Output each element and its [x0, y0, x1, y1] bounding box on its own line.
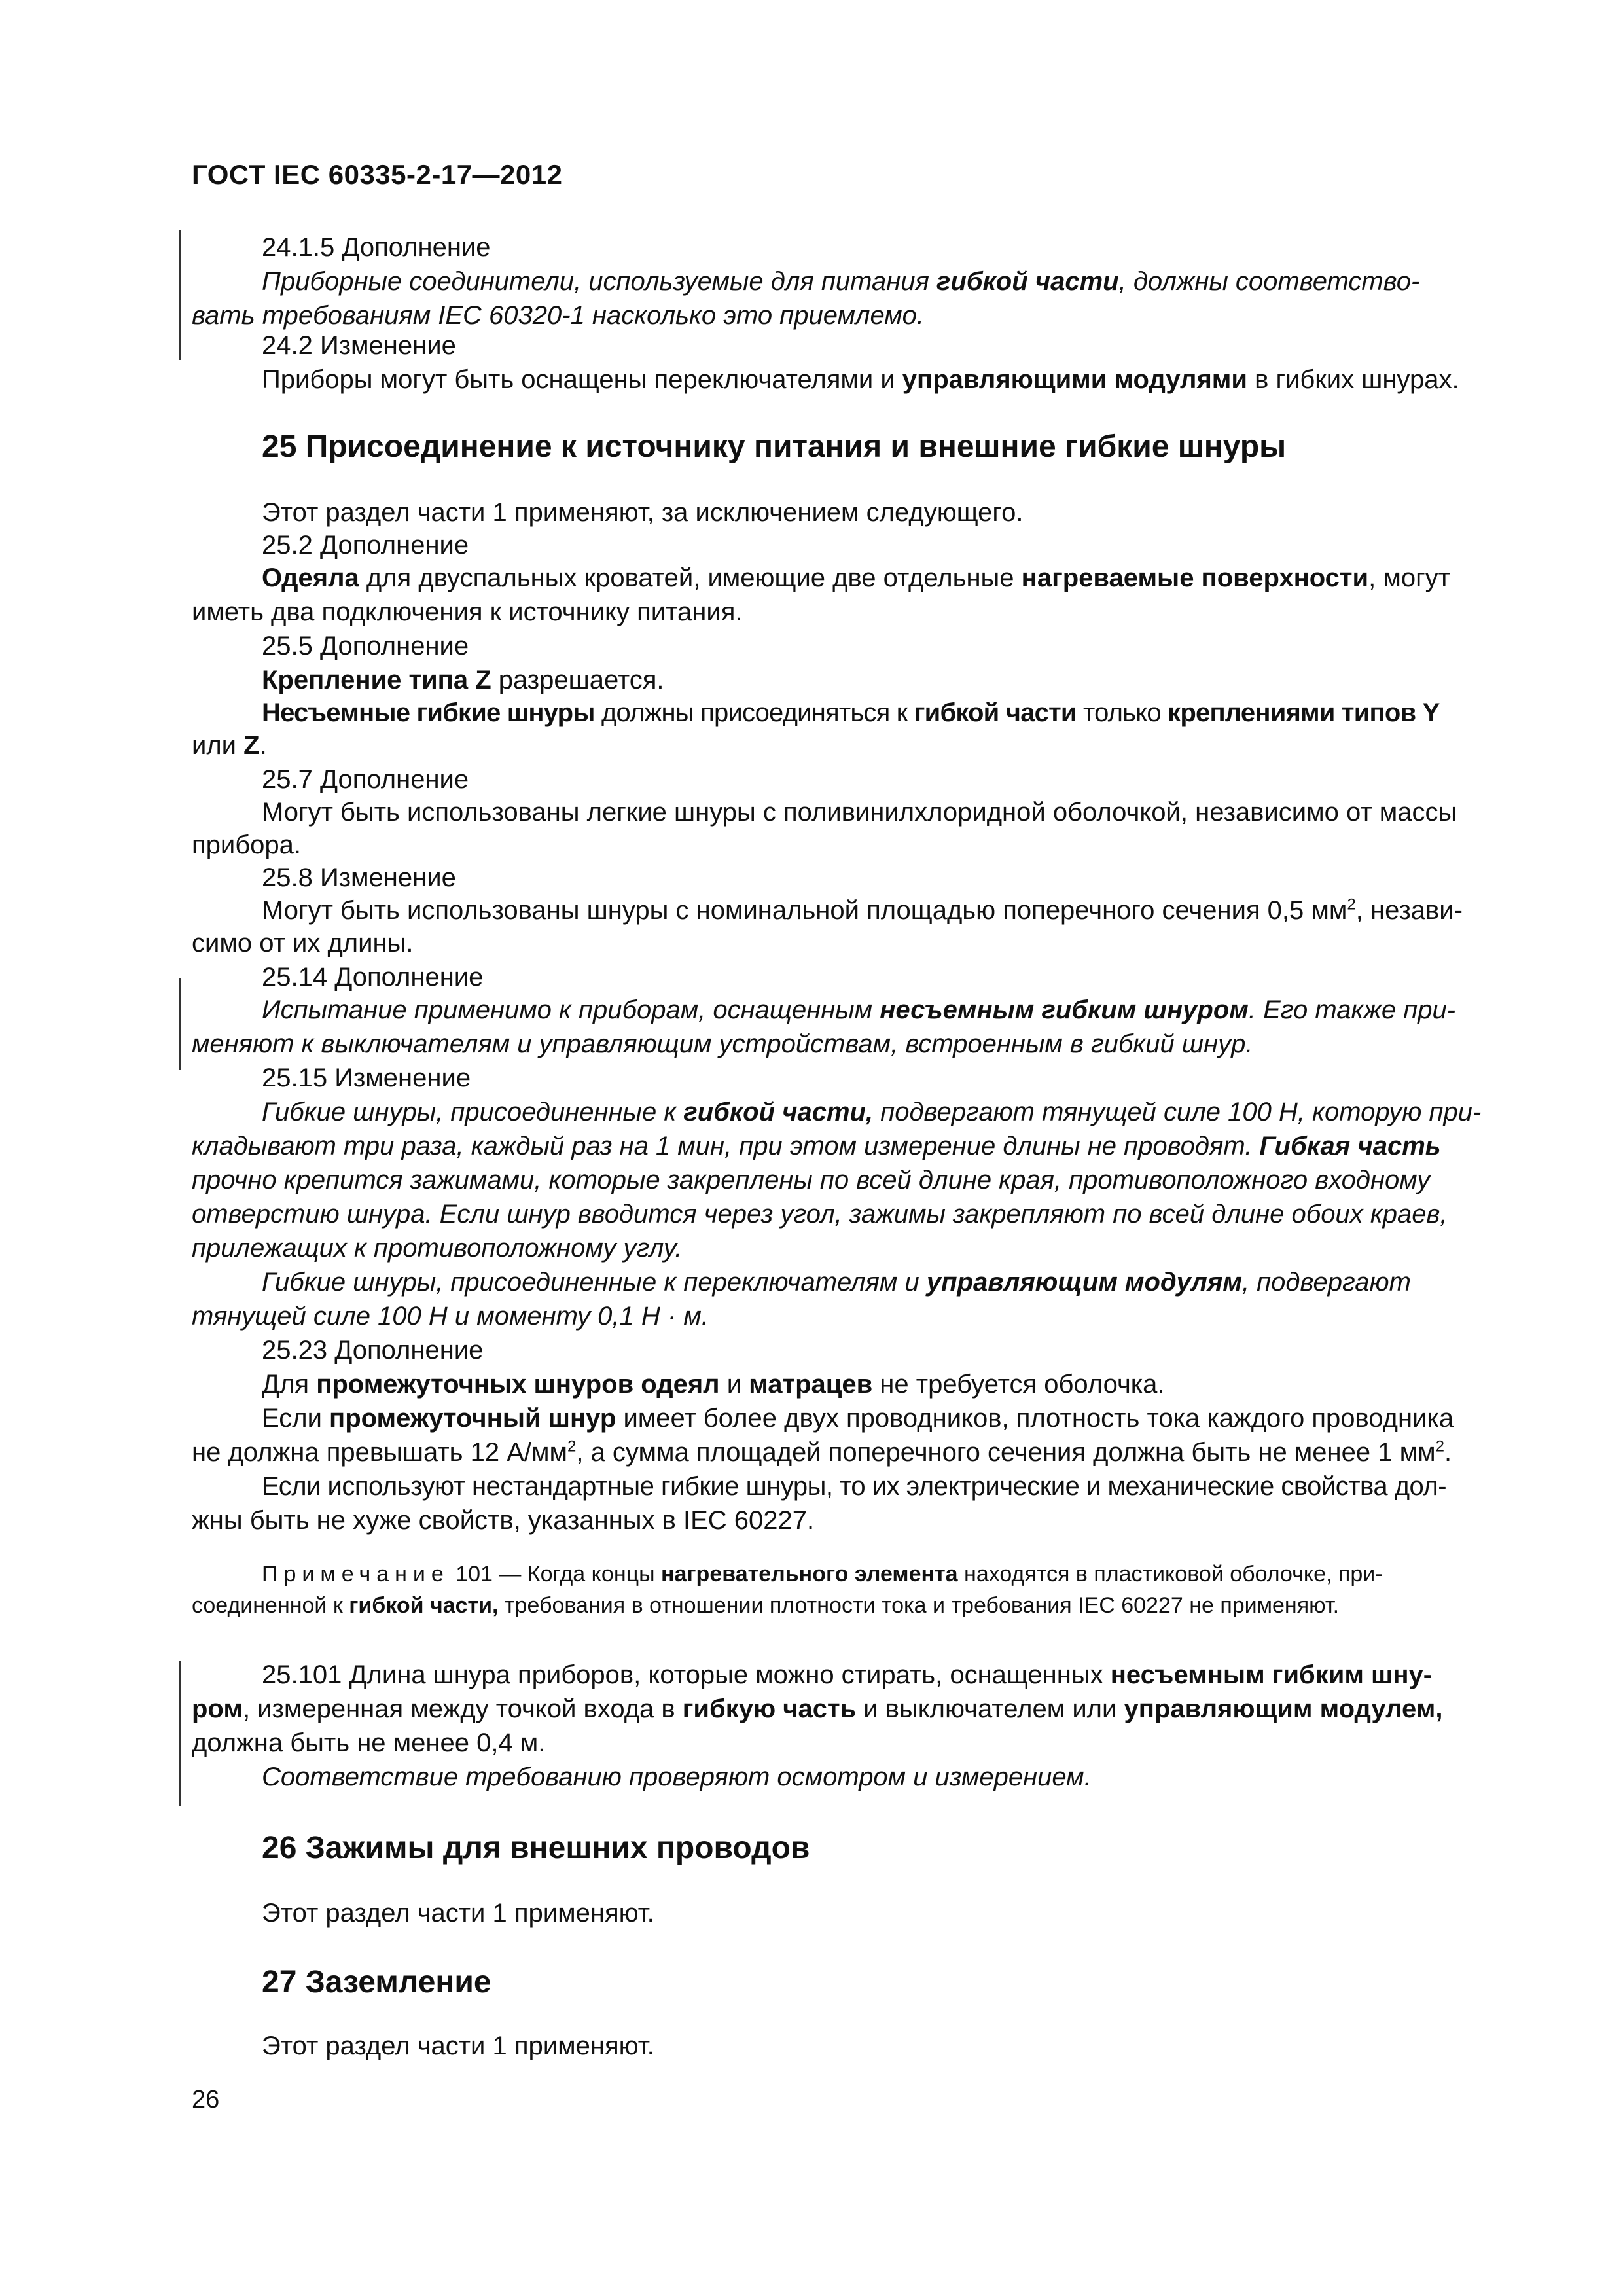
- paragraph-line: Для промежуточных шнуров одеял и матрацев не требуется оболочка.: [262, 1370, 1165, 1399]
- paragraph-line: тянущей силе 100 Н и моменту 0,1 Н · м.: [192, 1302, 709, 1331]
- note-101: Примечание 101 — Когда концы нагревательного элемента находятся в пластиковой оболочке, при-: [262, 1562, 1383, 1587]
- section-25-heading: 25 Присоединение к источнику питания и внешние гибкие шнуры: [262, 429, 1287, 464]
- paragraph-line: меняют к выключателям и управляющим устройствам, встроенным в гибкий шнур.: [192, 1030, 1253, 1058]
- paragraph-line: Приборы могут быть оснащены переключателями и управляющими модулями в гибких шнурах.: [262, 365, 1459, 394]
- text: Гибкие шнуры, присоединенные к переключателям и управляющим модулям, подвергают: [262, 1268, 1411, 1297]
- paragraph-line: должна быть не менее 0,4 м.: [192, 1729, 546, 1757]
- section-27-heading: 27 Заземление: [262, 1965, 491, 2000]
- paragraph-line: кладывают три раза, каждый раз на 1 мин, при этом измерение длины не проводят. Гибкая часть: [192, 1132, 1441, 1160]
- paragraph-line: Этот раздел части 1 применяют.: [262, 1899, 654, 1928]
- section-26-heading: 26 Зажимы для внешних проводов: [262, 1831, 810, 1865]
- document-header: ГОСТ IEC 60335-2-17—2012: [192, 159, 563, 190]
- paragraph-line: Могут быть использованы шнуры с номинальной площадью поперечного сечения 0,5 $мм^2$, незави-: [262, 895, 1463, 925]
- text: Приборные соединители, используемые для питания гибкой части, должны соответство-: [262, 267, 1420, 296]
- note-101-cont: соединенной к гибкой части, требования в отношении плотности тока и требования IEC 60227 не применяют.: [192, 1593, 1340, 1618]
- paragraph-line: [192, 264, 1492, 299]
- paragraph-line: прочно крепится зажимами, которые закреплены по всей длине края, противоположного входному: [192, 1166, 1431, 1194]
- clause-25-7: 25.7 Дополнение: [262, 765, 469, 794]
- paragraph-line: не должна превышать 12 $А/мм^2$, а сумма площадей поперечного сечения должна быть не менее 1 $мм^2$.: [192, 1437, 1452, 1467]
- clause-25-5: 25.5 Дополнение: [262, 632, 469, 660]
- paragraph-line: Могут быть использованы легкие шнуры с поливинилхлоридной оболочкой, независимо от массы: [262, 798, 1457, 827]
- paragraph-line: вать требованиям IEC 60320-1 насколько это приемлемо.: [192, 301, 925, 330]
- paragraph-line: иметь два подключения к источнику питания.: [192, 598, 743, 626]
- paragraph-line: Испытание применимо к приборам, оснащенным несъемным гибким шнуром. Его также при-: [262, 996, 1456, 1024]
- paragraph-line: Этот раздел части 1 применяют, за исключением следующего.: [262, 498, 1024, 527]
- paragraph-line: [192, 1265, 1492, 1300]
- paragraph-line: прибора.: [192, 831, 302, 859]
- clause-25-15: 25.15 Изменение: [262, 1064, 471, 1092]
- clause-24-1-5: 24.1.5 Дополнение: [262, 233, 491, 262]
- paragraph-line: Несъемные гибкие шнуры должны присоединяться к гибкой части только креплениями типов Y: [262, 698, 1440, 727]
- clause-25-2: 25.2 Дополнение: [262, 531, 469, 560]
- paragraph-line: симо от их длины.: [192, 929, 414, 958]
- paragraph-line: Соответствие требованию проверяют осмотром и измерением.: [262, 1763, 1092, 1791]
- text: 25.101 Длина шнура приборов, которые можно стирать, оснащенных несъемным гибким шну-: [262, 1660, 1433, 1689]
- paragraph-line: Крепление типа Z разрешается.: [262, 666, 664, 694]
- paragraph-line: жны быть не хуже свойств, указанных в IEC 60227.: [192, 1506, 815, 1535]
- change-bar: [179, 1661, 181, 1806]
- paragraph-line: или Z.: [192, 731, 267, 760]
- page-number: 26: [192, 2086, 220, 2113]
- paragraph-line: ром, измеренная между точкой входа в гибкую часть и выключателем или управляющим модулем,: [192, 1695, 1443, 1723]
- paragraph-line: Если используют нестандартные гибкие шнуры, то их электрические и механические свойства дол-: [262, 1472, 1447, 1501]
- paragraph-line: Если промежуточный шнур имеет более двух проводников, плотность тока каждого проводника: [262, 1404, 1454, 1433]
- paragraph-line: Одеяла для двуспальных кроватей, имеющие две отдельные нагреваемые поверхности, могут: [262, 564, 1450, 592]
- paragraph-line: прилежащих к противоположному углу.: [192, 1234, 683, 1263]
- paragraph-line: отверстию шнура. Если шнур вводится через угол, зажимы закрепляют по всей длине обоих краев,: [192, 1200, 1448, 1229]
- clause-25-8: 25.8 Изменение: [262, 863, 456, 892]
- clause-25-23: 25.23 Дополнение: [262, 1336, 484, 1365]
- change-bar: [179, 230, 181, 360]
- clause-24-2: 24.2 Изменение: [262, 331, 456, 360]
- paragraph-line: Этот раздел части 1 применяют.: [262, 2032, 654, 2060]
- clause-25-101: [192, 1657, 1492, 1693]
- paragraph-line: Гибкие шнуры, присоединенные к гибкой части, подвергают тянущей силе 100 Н, которую при-: [262, 1098, 1482, 1126]
- clause-25-14: 25.14 Дополнение: [262, 963, 484, 992]
- change-bar: [179, 978, 181, 1070]
